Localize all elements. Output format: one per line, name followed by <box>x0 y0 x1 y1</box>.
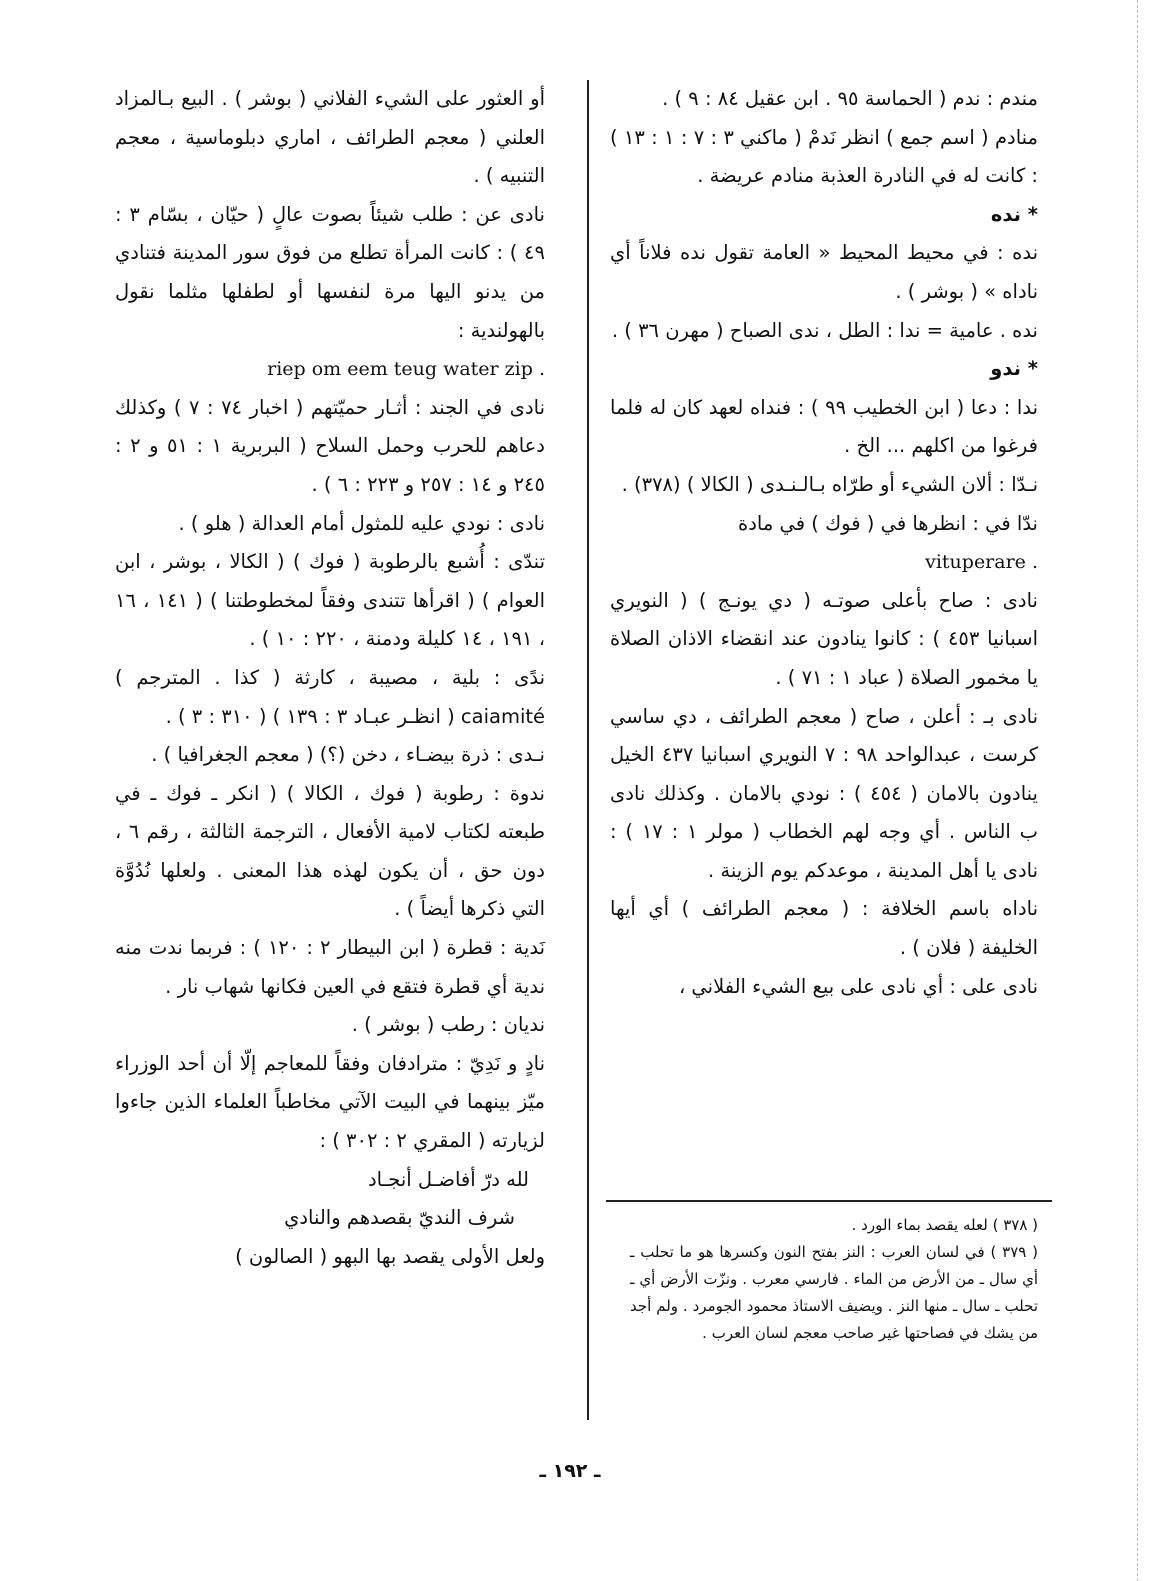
entry-nadah-2: نده . عامية = ندا : الطل ، ندى الصباح ( مهرن ٣٦ ) . <box>611 318 1038 342</box>
entry-mandam: مندم : ندم ( الحماسة ٩٥ . ابن عقيل ٨٤ : ٩ ) . <box>662 87 1038 110</box>
entry-nadiyya: نَدية : قطرة ( ابن البيطار ٢ : ١٢٠ ) : فربما ندت منه ندية أي قطرة فتقع في العين فكانها شهاب نار . <box>115 936 546 998</box>
entry-nada: ندا : دعا ( ابن الخطيب ٩٩ ) : فنداه لعهد كان له فلما فرغوا من اكلهم ... الخ . <box>610 395 1038 458</box>
scan-edge-mark <box>1137 0 1138 1581</box>
entry-nadda: نـدّا : ألان الشيء أو طرّاه بـالـنـدى ( الكالا ) (٣٧٨) . <box>621 472 1038 496</box>
entry-uthur: أو العثور على الشيء الفلاني ( بوشر ) . البيع بـالمزاد العلني ( معجم الطرائف ، اماري دبلوماسية ، معجم التنبيه ) . <box>115 87 545 188</box>
footnote-379: ( ٣٧٩ ) في لسان العرب : النز بفتح النون وكسرها هو ما تحلب ـ أي سال ـ من الأرض من الماء . فارسي معرب . ونزّت الأرض أي ـ تحلب ـ سال ـ منها النز . ويضيف الاستاذ محمود الجومرد . ولم أجد من يشك في فصاحتها غير صاحب معجم لسان العرب . <box>630 1243 1038 1342</box>
entry-conclusion: ولعل الأولى يقصد بها البهو ( الصالون ) <box>235 1244 545 1268</box>
entry-nada-dhura: نـدى : ذرة بيضـاء ، دخن (؟) ( معجم الجغرافيا ) . <box>151 743 545 767</box>
entry-nada-fi-jund: نادى في الجند : أثـار حميّتهم ( اخبار ٧٤ : ٧ ) وكذلك دعاهم للحرب وحمل السلاح ( البربرية ١ : ٥١ و ٢ : ٢٤٥ و ١٤ : ٢٥٧ و ٢٢٣ : ٦ ) . <box>115 395 545 496</box>
footnote-rule <box>606 1200 1052 1202</box>
page-number: ـ ١٩٢ ـ <box>539 1460 601 1482</box>
entry-nadyan: نديان : رطب ( بوشر ) . <box>351 1013 545 1037</box>
right-column <box>610 80 1038 1006</box>
latin-term-vituperare: vituperare . <box>925 551 1038 574</box>
entry-tanadda: تندّى : أُشبع بالرطوبة ( فوك ) ( الكالا ، بوشر ، ابن العوام ) ( اقرأها تتندى وفقاً لمخطوطتنا ) ( ١٤١ ، ١٦ ، ١٩١ ، ١٤ كليلة ودمنة ، ٢٢٠ : ١٠ ) . <box>115 550 545 651</box>
dutch-phrase: riep om eem teug water zip . <box>267 358 545 381</box>
entry-nadin-nadiy: نادٍ و نَدِيّ : مترادفان وفقاً للمعاجم إلّا أن أحد الوزراء ميّز بينهما في البيت الآتي مخاطباً العلماء الذين جاءوا لزيارته ( المقري ٢ : ٣٠٢ ) : <box>115 1051 545 1153</box>
entry-nadah-1: نده : في محيط المحيط « العامة تقول نده فلاناً أي ناداه » ( بوشر ) . <box>610 241 1038 303</box>
entry-nudiya: نادى : نودي عليه للمثول أمام العدالة ( هلو ) . <box>178 511 545 535</box>
entry-nadahu-khilafa: ناداه باسم الخلافة : ( معجم الطرائف ) أي أيها الخليفة ( فلان ) . <box>610 897 1038 960</box>
entry-nadwa: ندوة : رطوبة ( فوك ، الكالا ) ( انكر ـ فوك ـ في طبعته لكتاب لامية الأفعال ، الترجمة الثالثة ، رقم ٦ ، دون حق ، أن يكون لهذه هذا المعنى . ولعلها نُدُوَّة التي ذكرها أيضاً ) . <box>115 781 545 921</box>
root-heading-nadah: * نده <box>990 202 1038 226</box>
entry-nada-sah: نادى : صاح بأعلى صوتـه ( دي يونـج ) ( النويري اسبانيا ٤٥٣ ) : كانوا ينادون عند انقضاء الاذان الصلاة يا مخمور الصلاة ( عباد ١ : ٧١ ) . <box>610 588 1038 689</box>
entry-munadim: منادم ( اسم جمع ) انظر نَدمْ ( ماكني ٣ : ٧ : ١ : ١٣ ) : كانت له في النادرة العذبة منادم عريضة . <box>610 125 1038 188</box>
entry-nada-ala: نادى على : أي نادى على بيع الشيء الفلاني ، <box>678 974 1038 998</box>
footnote-378: ( ٣٧٨ ) لعله يقصد بماء الورد . <box>851 1216 1038 1234</box>
poem-line-1: لله درّ أفاضـل أنجـاد <box>367 1167 529 1191</box>
entry-nada-bi: نادى بـ : أعلن ، صاح ( معجم الطرائف ، دي ساسي كرست ، عبدالواحد ٩٨ : ٧ النويري اسبانيا ٤٣٧ الخيل ينادون بالامان ( ٤٥٤ ) : نودي بالامان . وكذلك نادى ب الناس . أي وجه لهم الخطاب ( مولر ١ : ١٧ ) : نادى يا أهل المدينة ، موعدكم يوم الزينة . <box>610 704 1039 882</box>
entry-nada-an: نادى عن : طلب شيئاً بصوت عالٍ ( حيّان ، بسّام ٣ : ٤٩ ) : كانت المرأة تطلع من فوق سور المدينة فتنادي من يدنو اليها مرة لنفسها أو لطفلها مثلما نقول بالهولندية : <box>115 202 545 342</box>
column-divider <box>587 80 589 1420</box>
root-heading-nadw: * ندو <box>990 357 1038 381</box>
footnotes <box>630 1212 1038 1347</box>
entry-nadan-baliyya: ندًى : بلية ، مصيبة ، كارثة ( كذا . المترجم ) caiamité ( انظـر عبـاد ٣ : ١٣٩ ) ( ٣١٠ : ٣ ) . <box>115 665 545 728</box>
entry-nadda-fi: ندّا في : انظرها في ( فوك ) في مادة <box>738 511 1038 535</box>
left-column <box>115 80 545 1276</box>
poem-line-2: شرف النديّ بقصدهم والنادي <box>284 1206 515 1230</box>
